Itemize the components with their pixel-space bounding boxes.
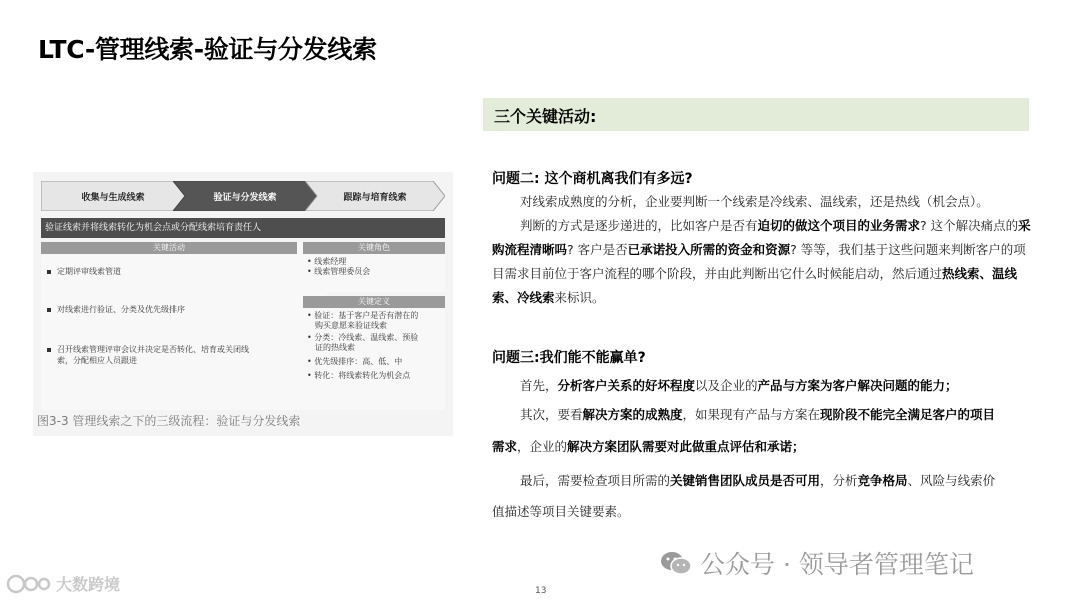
activity-item: 定期评审线索管道 — [47, 266, 121, 277]
flow-step-track — [305, 181, 445, 211]
question-three-line3: 需求，企业的解决方案团队需要对此做重点评估和承诺； — [492, 439, 805, 454]
role-item: • 线索经理 — [307, 257, 347, 266]
flow-step-label: 跟踪与培育线索 — [343, 192, 407, 203]
question-three-title: 问题三:我们能不能赢单? — [492, 350, 646, 366]
roles-header: 关键角色 — [303, 242, 445, 254]
process-flow — [41, 181, 445, 211]
wechat-icon — [660, 550, 692, 576]
definition-item: • 优先级排序：高、低、中 — [307, 357, 403, 366]
flow-step-label: 收集与生成线索 — [81, 192, 145, 203]
definition-item: 证的热线索 — [315, 343, 355, 352]
definition-item: • 验证：基于客户是否有潜在的 — [307, 311, 419, 320]
bullet-icon — [47, 270, 51, 274]
question-three-line2: 其次，要看解决方案的成熟度，如果现有产品与方案在现阶段不能完全满足客户的项目 — [520, 407, 996, 422]
flow-step-verify — [173, 181, 317, 211]
activity-item: 召开线索管理评审会议并决定是否转化、培育或关闭线 — [47, 344, 249, 355]
activities-panel — [41, 242, 327, 410]
figure-banner: 验证线索并将线索转化为机会点或分配线索培育责任人 — [41, 218, 445, 238]
bullet-icon — [47, 348, 51, 352]
wechat-watermark — [660, 545, 974, 581]
brand-logo-icon — [6, 573, 52, 595]
definitions-panel — [303, 296, 445, 410]
figure-caption: 图3-3 管理线索之下的三级流程：验证与分发线索 — [37, 414, 301, 428]
process-figure — [33, 172, 453, 436]
activity-item-cont: 索，分配相应人员跟进 — [57, 356, 137, 365]
bullet-icon — [47, 308, 51, 312]
definition-item: 购买意愿来验证线索 — [315, 321, 387, 330]
brand-logo — [6, 572, 120, 595]
activities-header: 关键活动 — [41, 242, 297, 254]
question-two-title: 问题二: 这个商机离我们有多远? — [492, 171, 693, 187]
brand-logo-text: 大数跨境 — [56, 575, 121, 594]
watermark-text: 公众号 · 领导者管理笔记 — [700, 550, 974, 579]
section-title: 三个关键活动: — [494, 107, 597, 126]
activity-item: 对线索进行验证、分类及优先级排序 — [47, 304, 185, 315]
role-item: • 线索管理委员会 — [307, 267, 371, 276]
question-three-line4: 最后，需要检查项目所需的关键销售团队成员是否可用，分析竞争格局、风险与线索价 — [520, 473, 996, 488]
definitions-header: 关键定义 — [303, 296, 445, 308]
flow-step-collect — [41, 181, 185, 211]
flow-step-label: 验证与分发线索 — [213, 192, 277, 203]
definition-item: • 转化：将线索转化为机会点 — [307, 371, 411, 380]
section-header — [483, 98, 1029, 131]
definition-item: • 分类：冷线索、温线索、预验 — [307, 333, 419, 342]
page-title: LTC-管理线索-验证与分发线索 — [38, 35, 377, 64]
question-two-para1: 对线索成熟度的分析，企业要判断一个线索是冷线索、温线索，还是热线（机会点）。 — [520, 194, 989, 209]
page-number: 13 — [535, 586, 547, 596]
question-three-line5: 值描述等项目关键要素。 — [492, 504, 630, 519]
roles-panel — [303, 242, 445, 292]
question-three-line1: 首先，分析客户关系的好坏程度以及企业的产品与方案为客户解决问题的能力； — [520, 378, 958, 393]
question-two-para2: 判断的方式是逐步递进的，比如客户是否有迫切的做这个项目的业务需求? 这个解决痛点的采购流程清晰吗? 客户是否已承诺投入所需的资金和资源? 等等，我们基于这些问题来判断客户的项目需求目前位于客户流程的哪个阶段，并由此判断出它什么时候能启动，然后通过热线索、温线索、冷线索来标识。 — [492, 218, 1031, 305]
